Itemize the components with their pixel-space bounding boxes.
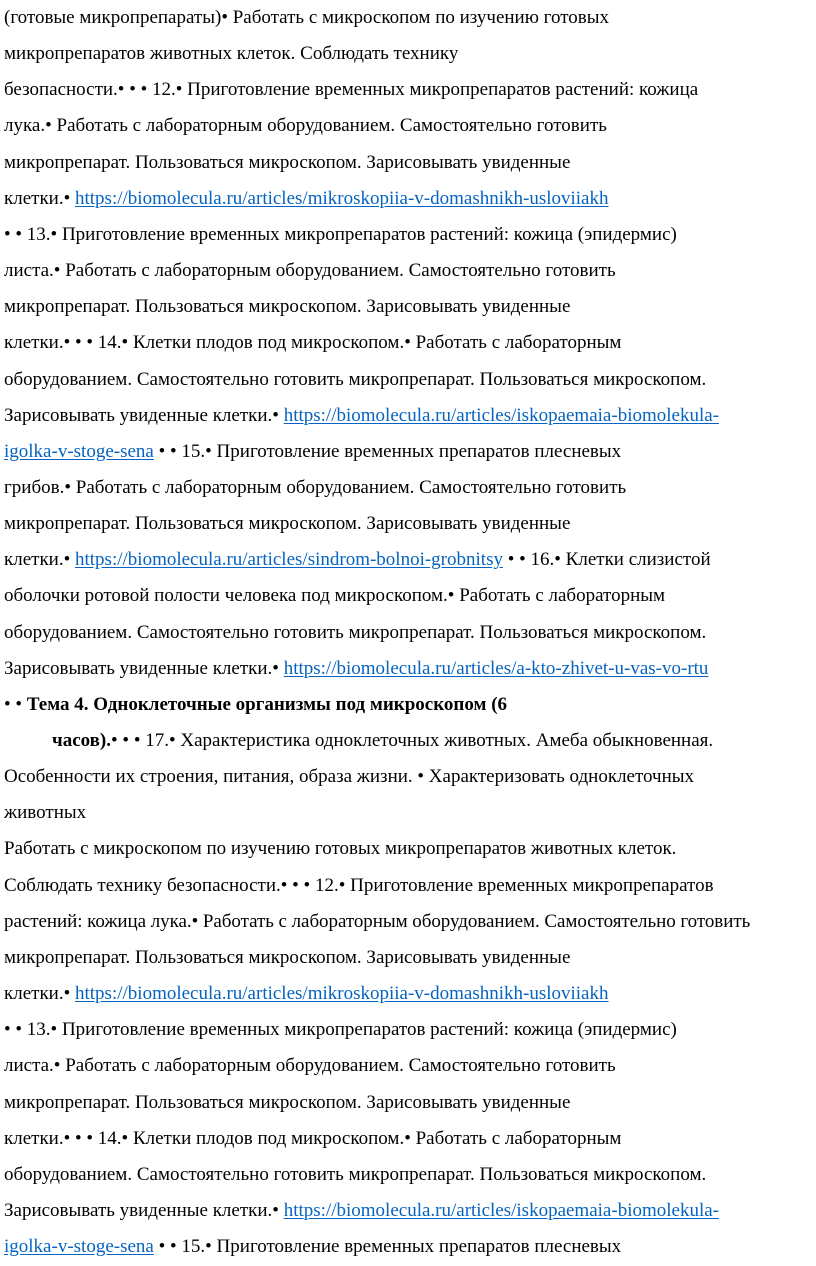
hyperlink[interactable]: igolka-v-stoge-sena (4, 440, 154, 462)
paragraph-text: лука.• Работать с лабораторным оборудованием. Самостоятельно готовить (4, 115, 607, 137)
text-line (4, 868, 714, 904)
text-line (52, 723, 713, 759)
text-line (4, 759, 694, 795)
paragraph-text: • • • 17.• Характеристика одноклеточных животных. Амеба обыкновенная. (111, 730, 714, 751)
text-line (4, 1121, 621, 1157)
text-line (4, 506, 570, 542)
paragraph-text: микропрепарат. Пользоваться микроскопом. Зарисовывать увиденные (4, 1091, 571, 1113)
paragraph-text: Зарисовывать увиденные клетки.• (4, 657, 284, 679)
paragraph-text: листа.• Работать с лабораторным оборудованием. Самостоятельно готовить (4, 260, 616, 282)
text-line (4, 434, 621, 470)
paragraph-text: микропрепарат. Пользоваться микроскопом. Зарисовывать увиденные (4, 151, 571, 173)
hyperlink[interactable]: https://biomolecula.ru/articles/mikroskopiia-v-domashnikh-usloviiakh (75, 187, 609, 209)
text-line (4, 542, 711, 578)
paragraph-text: • • 15.• Приготовление временных препаратов плесневых (153, 440, 622, 462)
hyperlink[interactable]: igolka-v-stoge-sena (4, 1236, 154, 1258)
text-line (4, 36, 458, 72)
paragraph-text: (готовые микропрепараты)• Работать с микроскопом по изучению готовых (4, 7, 610, 28)
hyperlink[interactable]: https://biomolecula.ru/articles/iskopaemaia-biomolekula- (283, 404, 719, 426)
paragraph-text: микропрепарат. Пользоваться микроскопом. Зарисовывать увиденные (4, 513, 571, 535)
paragraph-text: клетки.• (4, 549, 75, 571)
text-line (4, 1048, 616, 1084)
text-line (4, 578, 665, 614)
text-line (4, 831, 676, 867)
paragraph-text: листа.• Работать с лабораторным оборудованием. Самостоятельно готовить (4, 1055, 616, 1077)
paragraph-text: • • 15.• Приготовление временных препаратов плесневых (153, 1236, 622, 1258)
text-line (4, 253, 616, 289)
text-line (4, 108, 607, 144)
text-line (4, 651, 708, 687)
text-line (4, 145, 570, 181)
paragraph-text: микропрепарат. Пользоваться микроскопом. Зарисовывать увиденные (4, 296, 571, 318)
hyperlink[interactable]: https://biomolecula.ru/articles/iskopaemaia-biomolekula- (283, 1199, 719, 1221)
paragraph-text: безопасности.• • • 12.• Приготовление временных микропрепаратов растений: кожица (4, 79, 699, 101)
text-line (4, 1193, 719, 1229)
text-line (4, 940, 570, 976)
text-line (4, 615, 706, 651)
hyperlink[interactable]: https://biomolecula.ru/articles/a-kto-zhivet-u-vas-vo-rtu (283, 657, 709, 679)
text-line (4, 217, 677, 253)
paragraph-text: клетки.• • • 14.• Клетки плодов под микроскопом.• Работать с лабораторным (4, 1127, 622, 1149)
text-line (4, 362, 706, 398)
paragraph-text: оборудованием. Самостоятельно готовить микропрепарат. Пользоваться микроскопом. (4, 1163, 707, 1185)
text-line (4, 976, 609, 1012)
text-line (4, 325, 621, 361)
text-line (4, 181, 609, 217)
paragraph-text: микропрепарат. Пользоваться микроскопом. Зарисовывать увиденные (4, 946, 571, 968)
paragraph-text: Работать с микроскопом по изучению готовых микропрепаратов животных клеток. (4, 838, 677, 860)
paragraph-text: грибов.• Работать с лабораторным оборудованием. Самостоятельно готовить (4, 476, 627, 498)
text-line (4, 687, 507, 723)
text-line (4, 398, 719, 434)
hyperlink[interactable]: https://biomolecula.ru/articles/sindrom-bolnoi-grobnitsy (75, 549, 503, 571)
paragraph-text: клетки.• (4, 983, 75, 1005)
paragraph-text: • • (4, 693, 27, 715)
bold-heading-text: часов). (52, 730, 112, 751)
paragraph-text: • • 13.• Приготовление временных микропрепаратов растений: кожица (эпидермис) (4, 1019, 677, 1041)
text-line (4, 0, 609, 36)
hyperlink[interactable]: https://biomolecula.ru/articles/mikroskopiia-v-domashnikh-usloviiakh (75, 983, 609, 1005)
paragraph-text: оболочки ротовой полости человека под микроскопом.• Работать с лабораторным (4, 585, 666, 607)
paragraph-text: оборудованием. Самостоятельно готовить микропрепарат. Пользоваться микроскопом. (4, 621, 707, 643)
paragraph-text: Зарисовывать увиденные клетки.• (4, 404, 284, 426)
text-line (4, 1157, 706, 1193)
paragraph-text: Соблюдать технику безопасности.• • • 12.• Приготовление временных микропрепаратов (4, 874, 714, 896)
paragraph-text: • • 13.• Приготовление временных микропрепаратов растений: кожица (эпидермис) (4, 223, 677, 245)
paragraph-text: Особенности их строения, питания, образа жизни. • Характеризовать одноклеточных (4, 766, 695, 788)
paragraph-text: растений: кожица лука.• Работать с лабораторным оборудованием. Самостоятельно готовить (4, 910, 751, 932)
text-line (4, 1085, 570, 1121)
paragraph-text: Зарисовывать увиденные клетки.• (4, 1199, 284, 1221)
text-line (4, 1012, 677, 1048)
paragraph-text: клетки.• • • 14.• Клетки плодов под микроскопом.• Работать с лабораторным (4, 332, 622, 354)
paragraph-text: животных (4, 802, 87, 824)
text-line (4, 72, 698, 108)
text-line (4, 904, 750, 940)
text-line (4, 1229, 621, 1265)
text-line (4, 795, 86, 831)
text-line (4, 470, 626, 506)
paragraph-text: микропрепаратов животных клеток. Соблюдать технику (4, 43, 459, 65)
paragraph-text: • • 16.• Клетки слизистой (502, 549, 711, 571)
bold-heading-text: Тема 4. Одноклеточные организмы под микроскопом (6 (26, 693, 508, 715)
text-line (4, 289, 570, 325)
paragraph-text: оборудованием. Самостоятельно готовить микропрепарат. Пользоваться микроскопом. (4, 368, 707, 390)
paragraph-text: клетки.• (4, 187, 75, 209)
